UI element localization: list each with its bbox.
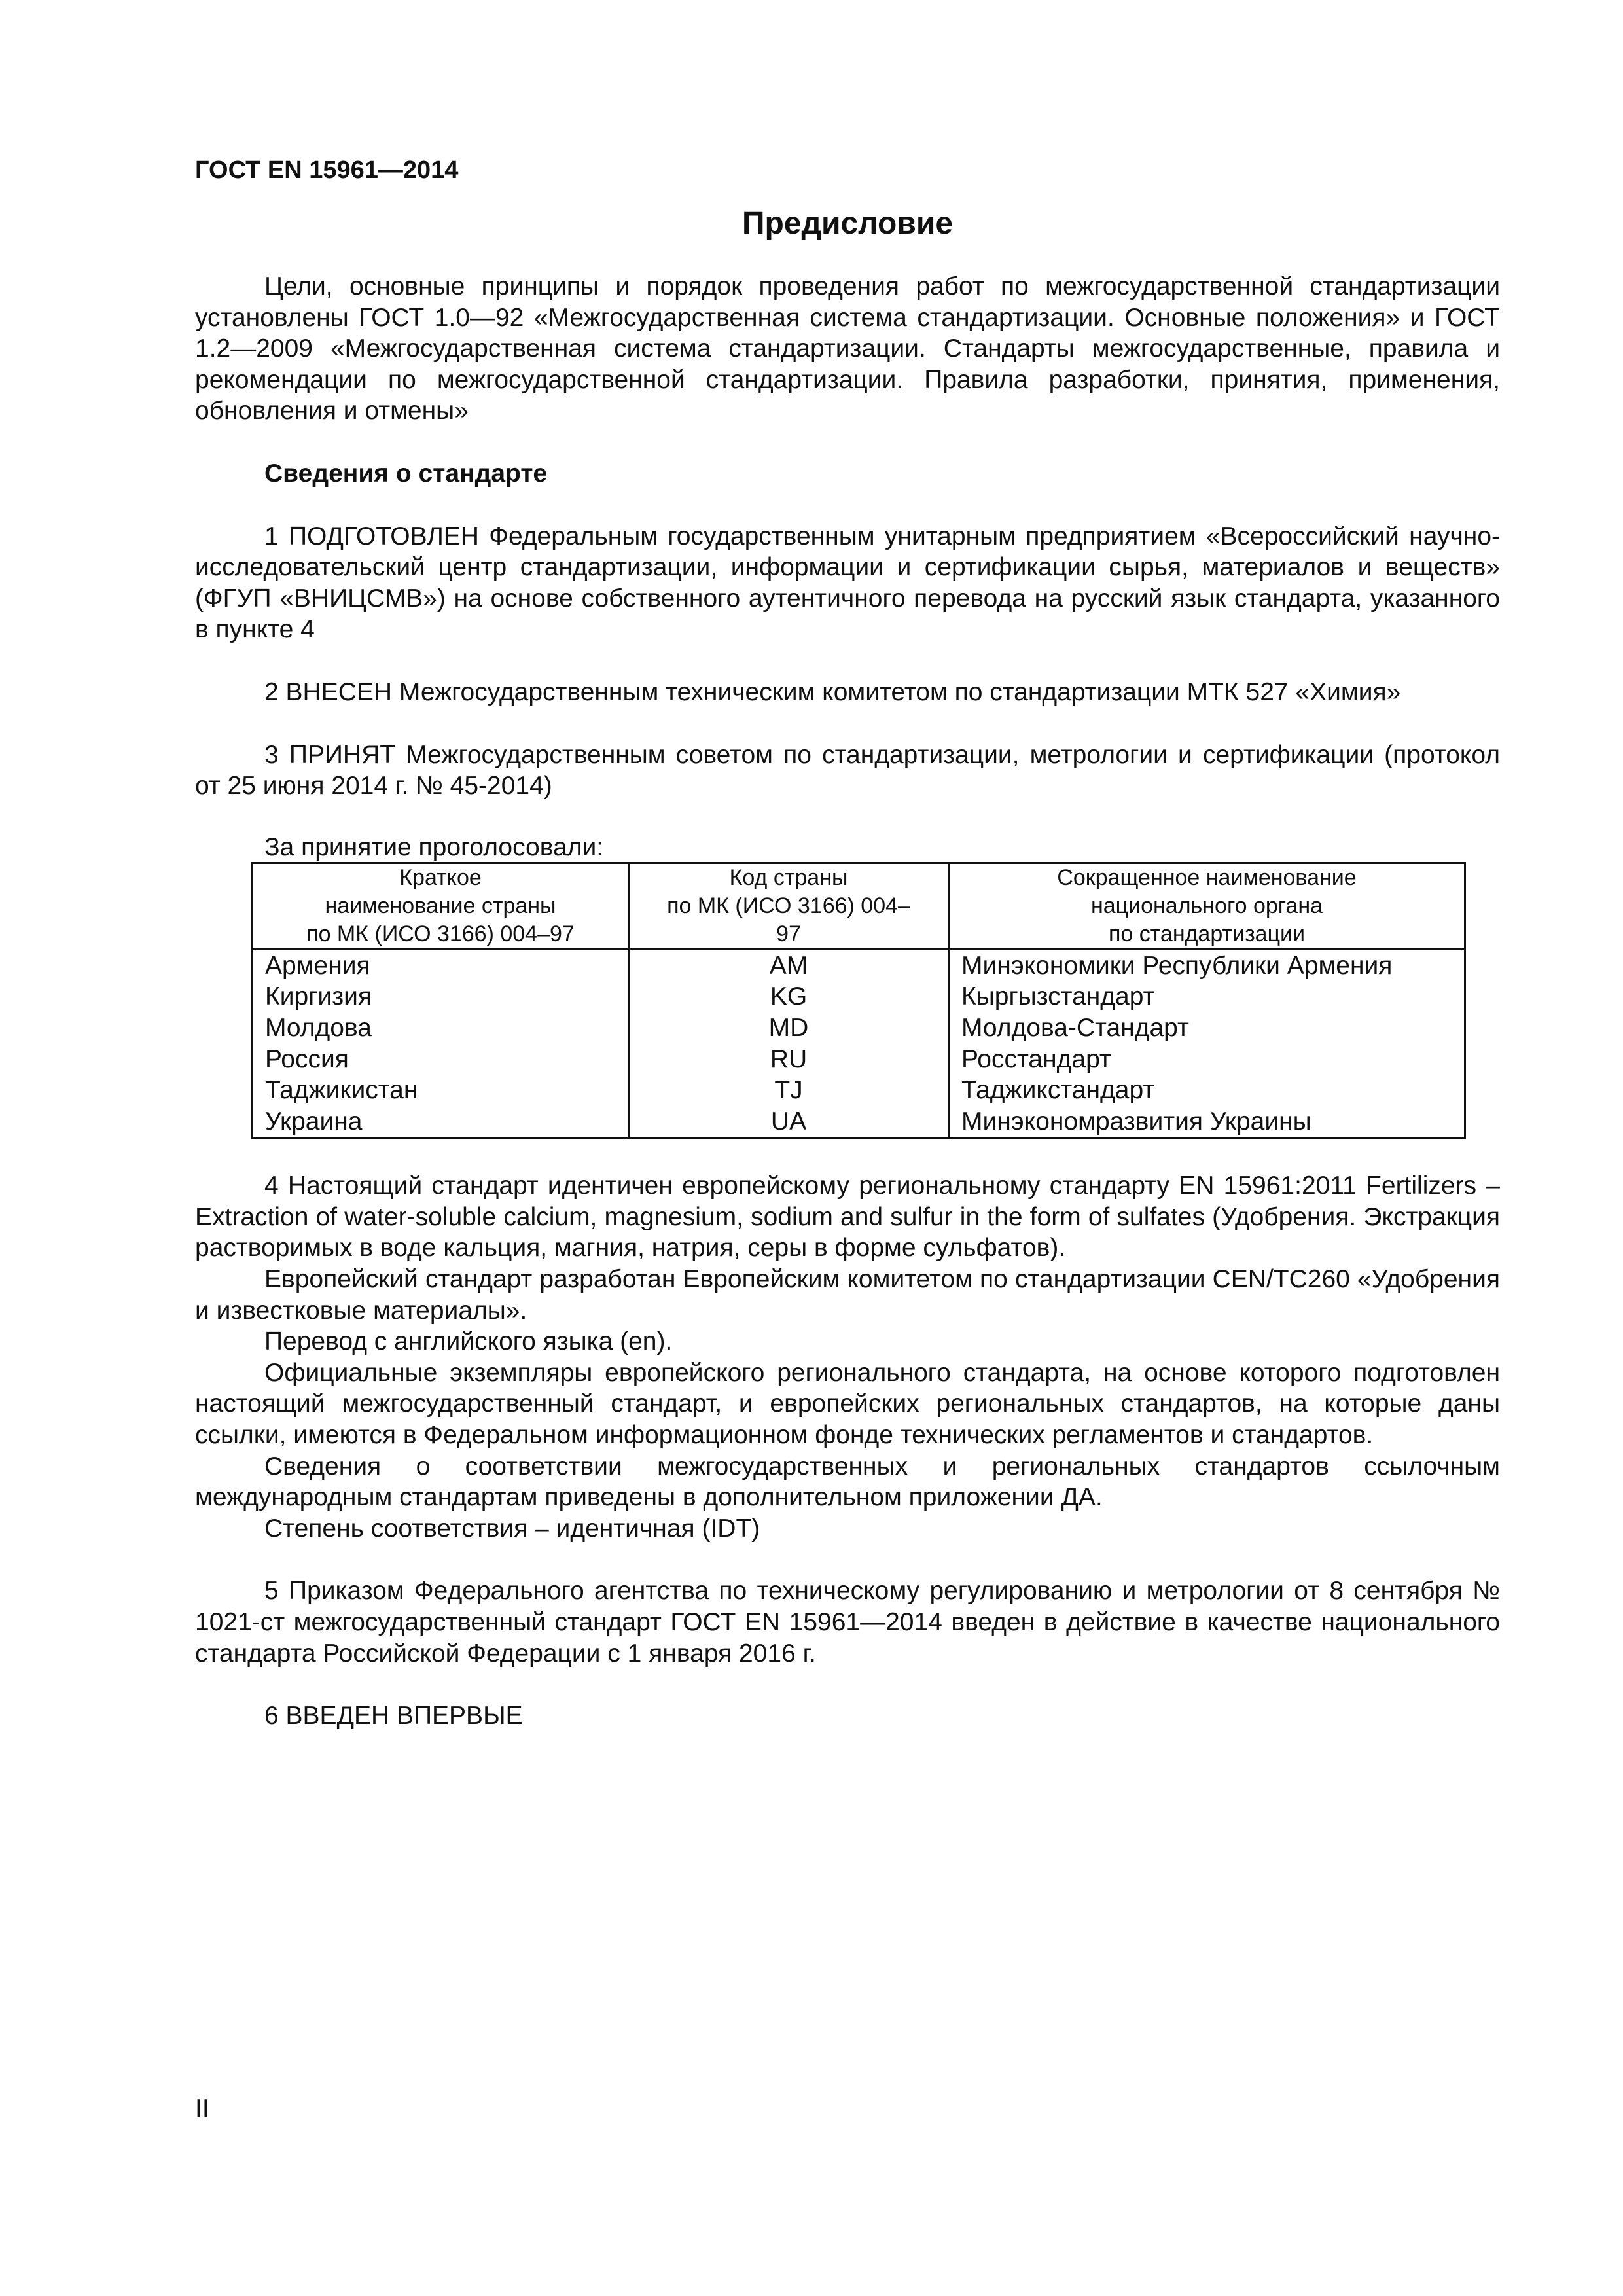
paragraph-5: 5 Приказом Федерального агентства по техническому регулированию и метрологии от 8 сентября № 1021-ст межгосударственный стандарт ГОСТ EN 15961—2014 введен в действие в качестве национального стандарта Российской Федерации с 1 января 2016 г. <box>195 1577 1500 1668</box>
column-header-code: Код страны по МК (ИСО 3166) 004– 97 <box>629 863 949 949</box>
standards-body: Молдова-Стандарт <box>949 1013 1465 1044</box>
country-name: Армения <box>253 949 629 981</box>
paragraph-6: 6 ВВЕДЕН ВПЕРВЫЕ <box>264 1702 523 1731</box>
paragraph-4-degree: Степень соответствия – идентичная (IDT) <box>264 1514 760 1543</box>
table-row <box>253 1075 1465 1106</box>
page-number: II <box>195 2094 209 2123</box>
vote-table-header-row <box>253 863 1465 949</box>
table-row <box>253 949 1465 981</box>
country-name: Киргизия <box>253 981 629 1013</box>
country-code: AM <box>629 949 949 981</box>
country-code: RU <box>629 1044 949 1075</box>
standards-body: Кыргызстандарт <box>949 981 1465 1013</box>
country-name: Украина <box>253 1106 629 1138</box>
document-code: ГОСТ EN 15961—2014 <box>195 156 459 184</box>
intro-paragraph: Цели, основные принципы и порядок проведения работ по межгосударственной стандартизации установлены ГОСТ 1.0—92 «Межгосударственная система стандартизации. Основные положения» и ГОСТ 1.2—2009 «Межгосударственная система стандартизации. Стандарты межгосударственные, правила и рекомендации по межгосударственной стандартизации. Правила разработки, принятия, применения, обновления и отмены» <box>195 272 1500 425</box>
country-code: MD <box>629 1013 949 1044</box>
vote-table <box>251 862 1466 1139</box>
standards-body: Минэкономразвития Украины <box>949 1106 1465 1138</box>
paragraph-3: 3 ПРИНЯТ Межгосударственным советом по стандартизации, метрологии и сертификации (протокол от 25 июня 2014 г. № 45-2014) <box>195 740 1500 800</box>
paragraph-4-european-standard: Европейский стандарт разработан Европейским комитетом по стандартизации CEN/TC260 «Удобрения и известковые материалы». <box>195 1265 1500 1325</box>
column-header-body: Сокращенное наименование национального органа по стандартизации <box>949 863 1465 949</box>
standards-body: Минэкономики Республики Армения <box>949 949 1465 981</box>
paragraph-4-conformity-info: Сведения о соответствии межгосударственных и региональных стандартов ссылочным международным стандартам приведены в дополнительном приложении ДА. <box>195 1452 1500 1512</box>
standards-body: Росстандарт <box>949 1044 1465 1075</box>
paragraph-4-translation: Перевод с английского языка (en). <box>264 1327 673 1356</box>
section-subheading: Сведения о стандарте <box>264 459 548 488</box>
document-body <box>195 271 1500 1732</box>
paragraph-1: 1 ПОДГОТОВЛЕН Федеральным государственным унитарным предприятием «Всероссийский научно-исследовательский центр стандартизации, информации и сертификации сырья, материалов и веществ» (ФГУП «ВНИЦСМВ») на основе собственного аутентичного перевода на русский язык стандарта, указанного в пункте 4 <box>195 522 1500 644</box>
page-title: Предисловие <box>741 206 954 241</box>
paragraph-2: 2 ВНЕСЕН Межгосударственным техническим комитетом по стандартизации МТК 527 «Химия» <box>264 677 1401 706</box>
country-code: KG <box>629 981 949 1013</box>
table-row <box>253 1106 1465 1138</box>
table-row <box>253 1013 1465 1044</box>
vote-table-label: За принятие проголосовали: <box>264 833 604 861</box>
country-code: TJ <box>629 1075 949 1106</box>
country-code: UA <box>629 1106 949 1138</box>
paragraph-4-official-copies: Официальные экземпляры европейского регионального стандарта, на основе которого подготовлен настоящий межгосударственный стандарт, и европейских региональных стандартов, на которые даны ссылки, имеются в Федеральном информационном фонде технических регламентов и стандартов. <box>195 1358 1500 1450</box>
table-row <box>253 981 1465 1013</box>
paragraph-4: 4 Настоящий стандарт идентичен европейскому региональному стандарту EN 15961:2011 Fertilizers – Extraction of water-soluble calcium, magnesium, sodium and sulfur in the form of sulfates (Удобрения. Экстракция растворимых в воде кальция, магния, натрия, серы в форме сульфатов). <box>195 1172 1500 1263</box>
table-row <box>253 1044 1465 1075</box>
standards-body: Таджикстандарт <box>949 1075 1465 1106</box>
country-name: Россия <box>253 1044 629 1075</box>
column-header-country: Краткое наименование страны по МК (ИСО 3166) 004–97 <box>253 863 629 949</box>
country-name: Молдова <box>253 1013 629 1044</box>
country-name: Таджикистан <box>253 1075 629 1106</box>
